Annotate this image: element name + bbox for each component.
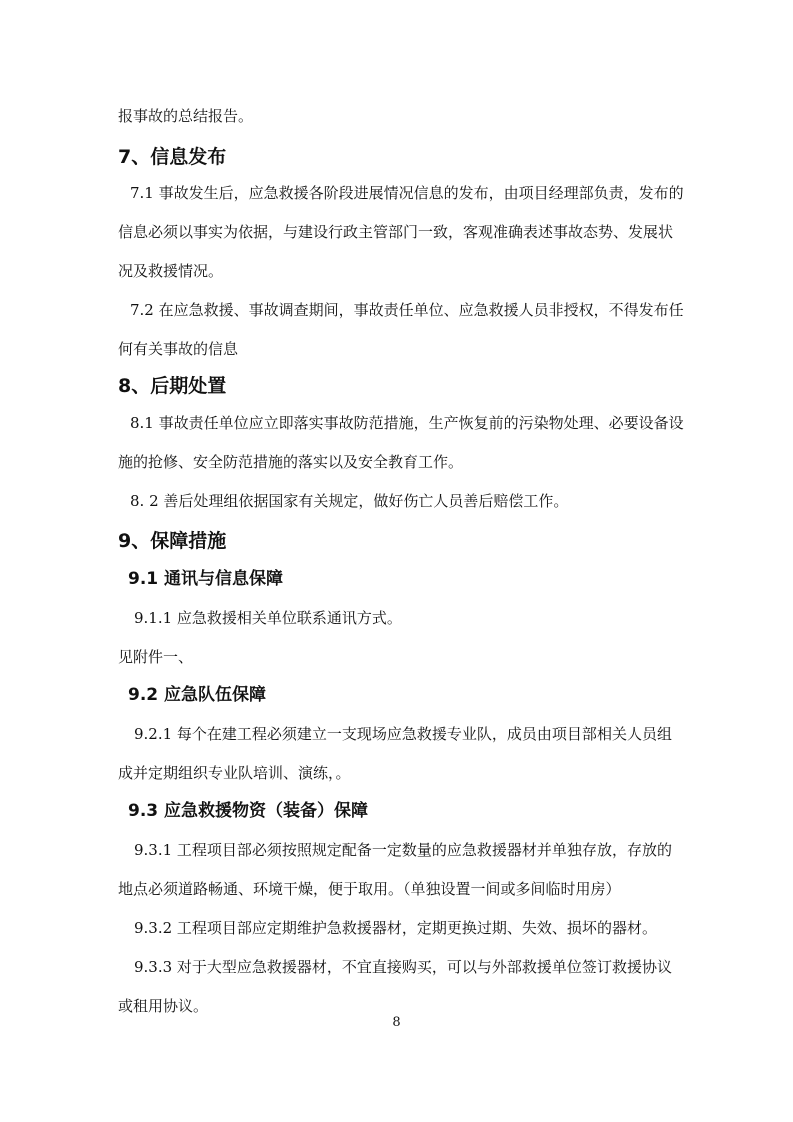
paragraph-line: 成并定期组织专业队培训、演练，。 [118, 764, 351, 782]
page-number: 8 [392, 1015, 401, 1030]
paragraph-line: 施的抢修、安全防范措施的落实以及安全教育工作。 [118, 453, 464, 471]
paragraph-line: 9.3.3 对于大型应急救援器材，不宜直接购买，可以与外部救援单位签订救援协议 [134, 958, 672, 976]
paragraph-line: 报事故的总结报告。 [118, 107, 254, 125]
subsection-heading-9-3: 9.3 应急救援物资（装备）保障 [128, 801, 369, 821]
paragraph-line: 9.3.1 工程项目部必须按照规定配备一定数量的应急救援器材并单独存放，存放的 [134, 841, 672, 859]
paragraph-line: 况及救援情况。 [118, 262, 224, 280]
paragraph-line: 信息必须以事实为依据，与建设行政主管部门一致，客观准确表述事故态势、发展状 [118, 223, 674, 241]
paragraph-line: 8.1 事故责任单位应立即落实事故防范措施，生产恢复前的污染物处理、必要设备设 [130, 414, 684, 432]
paragraph-line: 8. 2 善后处理组依据国家有关规定，做好伤亡人员善后赔偿工作。 [130, 492, 569, 510]
section-heading-8: 8、后期处置 [118, 375, 227, 397]
subsection-heading-9-2: 9.2 应急队伍保障 [128, 685, 267, 705]
paragraph-line: 9.1.1 应急救援相关单位联系通讯方式。 [134, 609, 402, 627]
paragraph-line: 7.2 在应急救援、事故调查期间，事故责任单位、应急救援人员非授权，不得发布任 [130, 301, 684, 319]
paragraph-line: 9.2.1 每个在建工程必须建立一支现场应急救援专业队，成员由项目部相关人员组 [134, 725, 672, 743]
paragraph-line: 或租用协议。 [118, 997, 209, 1015]
paragraph-line: 地点必须道路畅通、环境干燥，便于取用。（单独设置一间或多间临时用房） [118, 880, 621, 898]
subsection-heading-9-1: 9.1 通讯与信息保障 [128, 569, 284, 589]
section-heading-9: 9、保障措施 [118, 530, 227, 552]
paragraph-line: 7.1 事故发生后，应急救援各阶段进展情况信息的发布，由项目经理部负责，发布的 [130, 184, 684, 202]
paragraph-line: 见附件一、 [118, 648, 194, 666]
paragraph-line: 9.3.2 工程项目部应定期维护急救援器材，定期更换过期、失效、损坏的器材。 [134, 919, 657, 937]
paragraph-line: 何有关事故的信息 [118, 340, 239, 358]
section-heading-7: 7、信息发布 [118, 146, 227, 168]
